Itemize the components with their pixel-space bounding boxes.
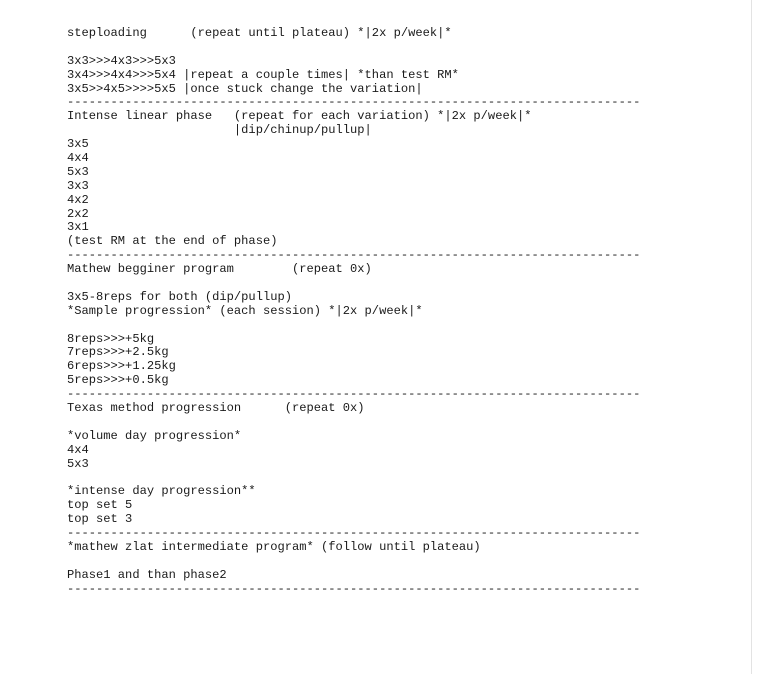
document-body: [67, 27, 640, 597]
blank-line: [67, 472, 640, 486]
text-line: 5x3: [67, 456, 89, 471]
text-line: Texas method progression (repeat 0x): [67, 401, 365, 416]
text-line: 3x4>>>4x4>>>5x4 |repeat a couple times| *than test RM*: [67, 67, 459, 82]
text-line: Mathew begginer program (repeat 0x): [67, 262, 372, 277]
text-line: 4x4: [67, 442, 89, 457]
blank-line: [67, 555, 640, 569]
text-line: 5x3: [67, 164, 89, 179]
text-line: |dip/chinup/pullup|: [67, 123, 372, 138]
blank-line: [67, 41, 640, 55]
text-line: Phase1 and than phase2: [67, 567, 227, 582]
text-line: *volume day progression*: [67, 428, 242, 443]
section-divider: -------------------------------------------------------------------------------: [67, 248, 641, 263]
text-line: 3x5: [67, 137, 89, 152]
text-line: *Sample progression* (each session) *|2x p/week|*: [67, 303, 423, 318]
text-line: *mathew zlat intermediate program* (follow until plateau): [67, 539, 481, 554]
section-divider: -------------------------------------------------------------------------------: [67, 95, 641, 110]
text-line: top set 3: [67, 512, 133, 527]
text-line: 3x1: [67, 220, 89, 235]
text-line: steploading (repeat until plateau) *|2x p/week|*: [67, 26, 452, 40]
blank-line: [67, 416, 640, 430]
text-line: 3x3>>>4x3>>>5x3: [67, 53, 176, 68]
section-divider: -------------------------------------------------------------------------------: [67, 387, 641, 402]
blank-line: [67, 277, 640, 291]
text-line: top set 5: [67, 498, 133, 513]
text-line: (test RM at the end of phase): [67, 234, 278, 249]
section-divider: -------------------------------------------------------------------------------: [67, 526, 641, 541]
text-line: *intense day progression**: [67, 484, 256, 499]
text-line: 7reps>>>+2.5kg: [67, 345, 169, 360]
section-divider: -------------------------------------------------------------------------------: [67, 581, 641, 596]
text-line: 2x2: [67, 206, 89, 221]
text-line: 6reps>>>+1.25kg: [67, 359, 176, 374]
text-line: Intense linear phase (repeat for each variation) *|2x p/week|*: [67, 109, 532, 124]
text-line: 8reps>>>+5kg: [67, 331, 155, 346]
text-line: 4x2: [67, 192, 89, 207]
blank-line: [67, 319, 640, 333]
page-edge-divider: [751, 0, 752, 674]
text-line: 3x3: [67, 178, 89, 193]
text-line: 4x4: [67, 151, 89, 166]
text-line: 5reps>>>+0.5kg: [67, 373, 169, 388]
text-line: 3x5-8reps for both (dip/pullup): [67, 289, 292, 304]
text-line: 3x5>>4x5>>>>5x5 |once stuck change the variation|: [67, 81, 423, 96]
